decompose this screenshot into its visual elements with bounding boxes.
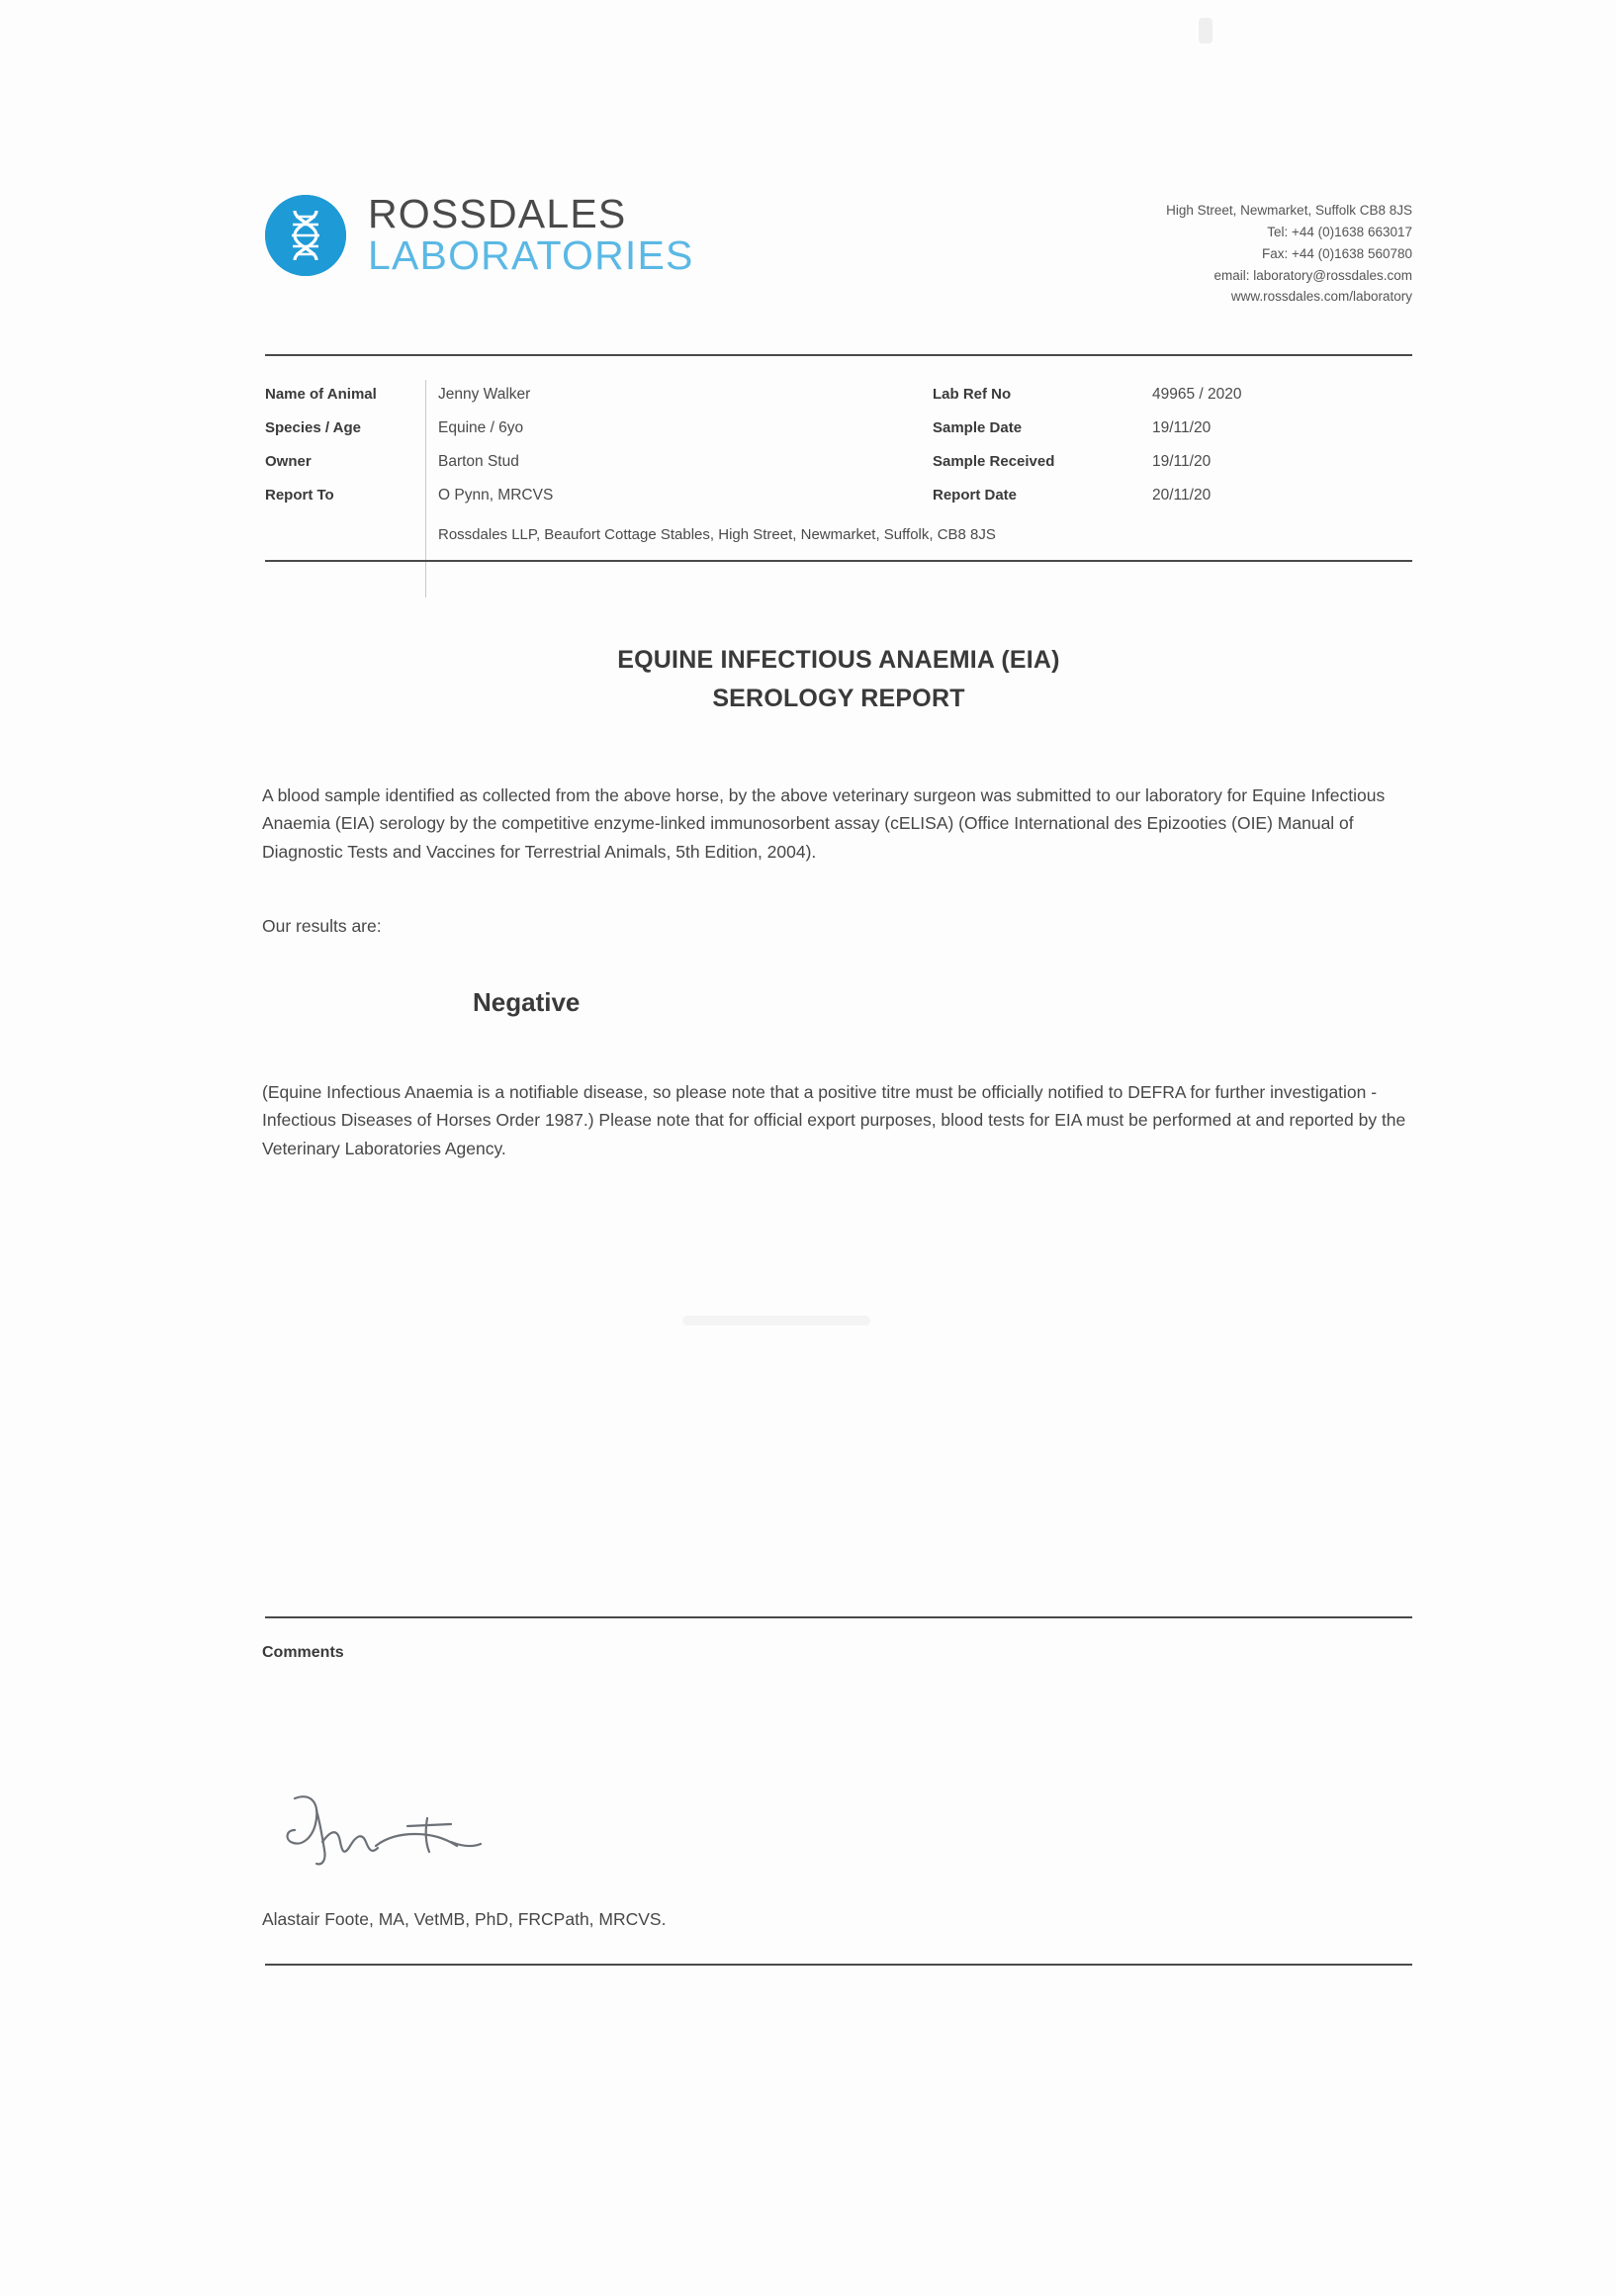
company-name-line2: LABORATORIES [368, 231, 694, 278]
contact-block [1166, 200, 1412, 308]
value-species-age: Equine / 6yo [438, 419, 524, 436]
company-name-line1: ROSSDALES [368, 191, 627, 236]
label-report-date: Report Date [933, 487, 1018, 504]
value-sample-date: 19/11/20 [1152, 419, 1212, 436]
divider-bottom [265, 1964, 1412, 1966]
value-report-date: 20/11/20 [1152, 487, 1212, 504]
letterhead [265, 191, 1412, 322]
company-name [368, 191, 694, 278]
label-sample-date: Sample Date [933, 419, 1023, 436]
comments-label: Comments [262, 1644, 344, 1661]
scan-artifact [1199, 18, 1212, 44]
signatory-name: Alastair Foote, MA, VetMB, PhD, FRCPath, MRCVS. [262, 1909, 667, 1929]
patient-details-table [265, 386, 1412, 543]
scan-smudge [682, 1316, 870, 1326]
page-title [265, 641, 1412, 718]
value-owner: Barton Stud [438, 453, 519, 470]
intro-paragraph: A blood sample identified as collected from the above horse, by the above veterinary surgeon was submitted to our laboratory for Equine Infectious Anaemia (EIA) serology by the competitive enzyme-linked immunosorbent assay (cELISA) (Office International des Epizooties (OIE) Manual of Diagnostic Tests and Vaccines for Terrestrial Animals, 5th Edition, 2004). [262, 785, 1386, 862]
label-sample-received: Sample Received [933, 453, 1055, 470]
contact-fax: Fax: +44 (0)1638 560780 [1262, 245, 1412, 261]
divider-top [265, 354, 1412, 356]
company-logo [265, 191, 694, 278]
practice-address: Rossdales LLP, Beaufort Cottage Stables, High Street, Newmarket, Suffolk, CB8 8JS [438, 526, 996, 543]
result-value: Negative [473, 987, 581, 1017]
divider-middle [265, 560, 1412, 562]
label-report-to: Report To [265, 487, 334, 504]
page-title-line2: SEROLOGY REPORT [712, 684, 965, 712]
contact-tel: Tel: +44 (0)1638 663017 [1267, 224, 1412, 239]
value-lab-ref-no: 49965 / 2020 [1152, 386, 1242, 403]
contact-address: High Street, Newmarket, Suffolk CB8 8JS [1166, 203, 1412, 218]
page-title-line1: EQUINE INFECTIOUS ANAEMIA (EIA) [617, 646, 1060, 674]
value-sample-received: 19/11/20 [1152, 453, 1212, 470]
results-lead: Our results are: [262, 916, 382, 936]
notifiable-disease-note: (Equine Infectious Anaemia is a notifiable disease, so please note that a positive titre must be officially notified to DEFRA for further investigation - Infectious Diseases of Horses Order 1987.) Please note that for official export purposes, blood tests for EIA must be performed at and reported by the Veterinary Laboratories Agency. [262, 1082, 1406, 1158]
table-row [265, 453, 1412, 487]
value-report-to: O Pynn, MRCVS [438, 487, 554, 504]
table-row [265, 487, 1412, 520]
label-species-age: Species / Age [265, 419, 361, 436]
contact-website: www.rossdales.com/laboratory [1230, 289, 1412, 305]
label-lab-ref-no: Lab Ref No [933, 386, 1012, 403]
label-name-of-animal: Name of Animal [265, 386, 377, 403]
dna-helix-icon [265, 195, 346, 276]
table-row [265, 419, 1412, 453]
table-row [265, 386, 1412, 419]
label-owner: Owner [265, 453, 312, 470]
handwritten-signature-icon [277, 1781, 574, 1889]
value-name-of-animal: Jenny Walker [438, 386, 531, 403]
divider-comments [265, 1616, 1412, 1618]
contact-email: email: laboratory@rossdales.com [1213, 267, 1412, 283]
